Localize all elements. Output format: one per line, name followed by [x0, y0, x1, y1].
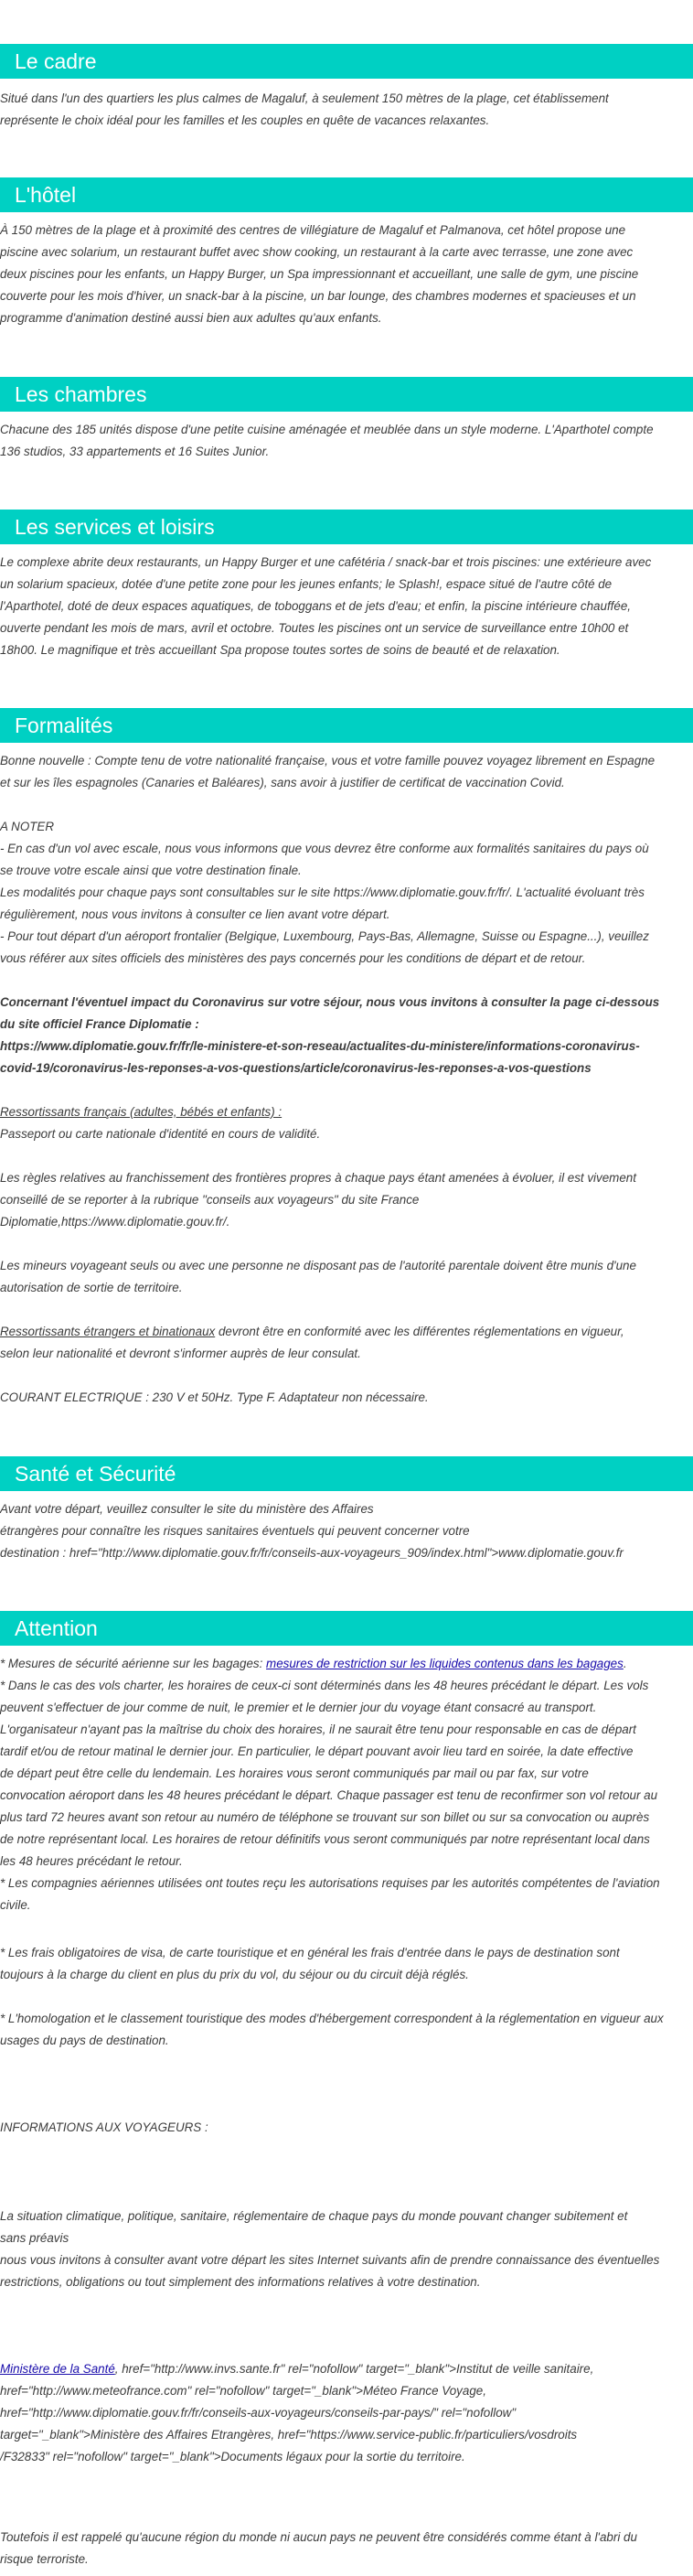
attention-homologation: * L'homologation et le classement touristique des modes d'hébergement correspondent à la réglementation en vigueur aux usages du pays de destination. — [0, 2012, 664, 2047]
cadre-text: Situé dans l'un des quartiers les plus calmes de Magaluf, à seulement 150 mètres de la plage, cet établissement représente le choix idéal pour les familles et les couples en quête de vacances relaxantes. — [0, 91, 609, 127]
formalites-courant: COURANT ELECTRIQUE : 230 V et 50Hz. Type F. Adaptateur non nécessaire. — [0, 1390, 429, 1404]
section-title-attention: Attention — [0, 1611, 693, 1646]
attention-text: * Mesures de sécurité aérienne sur les bagages: mesures de restriction sur les liquides contenus dans les bagages. * Dans le cas des vols charter, les horaires de ceux-ci sont déterminés dans les 48 heures précédant le départ. Les vols peuvent s'effectuer de jour comme de nuit, le premier et le dernier jour du voyage étant consacré au transport. L'organisateur n'ayant pas la maîtrise du choix des horaires, il ne saurait être tenu pour responsable en cas de départ tardif et/ou de retour matinal le dernier jour. En particulier, le départ pouvant avoir lieu tard en soirée, la date effective de départ peut être celle du lendemain. Les horaires vous seront communiqués par mail ou par fax, sur votre convocation aéroport dans les 48 heures précédant le départ. Chaque passager est tenu de reconfirmer son vol retour au plus tard 72 heures avant son retour au numéro de téléphone se trouvant sur son billet ou sur sa convocation ou auprès de notre représentant local. Les horaires de retour définitifs vous seront communiqués par notre représentant local dans les 48 heures précédant le retour. * Les compagnies aériennes utilisées ont toutes reçu les autorisations requises par les autorités compétentes de l'aviation civile. — [0, 1657, 660, 1912]
formalites-noter: A NOTER - En cas d'un vol avec escale, nous vous informons que vous devrez être conforme aux formalités sanitaires du pays où se trouve votre escale ainsi que votre destination finale. Les modalités pour chaque pays sont consultables sur le site https://www.diplomatie.gouv.fr/fr/. L'actualité évoluant très régulièrement, nous vous invitons à consulter ce lien avant votre départ. - Pour tout départ d'un aéroport frontalier (Belgique, Luxembourg, Pays-Bas, Allemagne, Suisse ou Espagne...), veuillez vous référer aux sites officiels des ministères des pays concernés pour les conditions de départ et de retour. — [0, 820, 649, 965]
formalites-intro: Bonne nouvelle : Compte tenu de votre nationalité française, vous et votre famille pouvez voyagez librement en Espagne et sur les îles espagnoles (Canaries et Baléares), sans avoir à justifier de certificat de vaccination Covid. — [0, 754, 656, 789]
section-title-cadre: Le cadre — [0, 44, 693, 79]
attention-situation: La situation climatique, politique, sanitaire, réglementaire de chaque pays du monde pouvant changer subitement et sans préavis nous vous invitons à consulter avant votre départ les sites Internet suivants afin de prendre connaissance des éventuelles restrictions, obligations ou tout simplement des informations relatives à votre destination. — [0, 2209, 660, 2289]
chambres-text: Chacune des 185 unités dispose d'une petite cuisine aménagée et meublée dans un style moderne. L'Aparthotel compte 136 studios, 33 appartements et 16 Suites Junior. — [0, 423, 654, 458]
attention-frais: * Les frais obligatoires de visa, de carte touristique et en général les frais d'entrée dans le pays de destination sont toujours à la charge du client en plus du prix du vol, du séjour ou du circuit déjà réglés. — [0, 1946, 620, 1981]
services-text: Le complexe abrite deux restaurants, un Happy Burger et une cafétéria / snack-bar et trois piscines: une extérieure avec un solarium spacieux, dotée d'une petite zone pour les jeunes enfants; le Splash!, espace situé de l'autre côté de l'Aparthotel, doté de deux espaces aquatiques, de toboggans et de jets d'eau; et enfin, la piscine intérieure chauffée, ouverte pendant les mois de mars, avril et octobre. Toutes les piscines ont un service de surveillance entre 10h00 et 18h00. Le magnifique et très accueillant Spa propose toutes sortes de soins de beauté et de relaxation. — [0, 555, 652, 657]
attention-terrorisme: Toutefois il est rappelé qu'aucune région du monde ni aucun pays ne peuvent être considérés comme étant à l'abri du risque terroriste. — [0, 2530, 637, 2566]
section-title-sante: Santé et Sécurité — [0, 1456, 693, 1491]
infos-voyageurs-heading: INFORMATIONS AUX VOYAGEURS : — [0, 2120, 208, 2134]
ministere-sante-link[interactable]: Ministère de la Santé — [0, 2362, 115, 2376]
formalites-mineurs: Les mineurs voyageant seuls ou avec une personne ne disposant pas de l'autorité parentale doivent être munis d'une autorisation de sortie de territoire. — [0, 1259, 636, 1294]
formalites-ressortissants: Ressortissants français (adultes, bébés et enfants) : Passeport ou carte nationale d'identité en cours de validité. — [0, 1101, 693, 1145]
ressortissants-heading: Ressortissants français (adultes, bébés et enfants) : — [0, 1105, 283, 1119]
formalites-etrangers: Ressortissants étrangers et binationaux devront être en conformité avec les différentes réglementations en vigueur, selon leur nationalité et devront s'informer auprès de leur consulat. — [0, 1325, 624, 1360]
hotel-text: À 150 mètres de la plage et à proximité des centres de villégiature de Magaluf et Palmanova, cet hôtel propose une piscine avec solarium, un restaurant buffet avec show cooking, un restaurant à la carte avec terrasse, une zone avec deux piscines pour les enfants, un Happy Burger, un Spa impressionnant et accueillant, une salle de gym, une piscine couverte pour les mois d'hiver, un snack-bar à la piscine, un bar lounge, des chambres modernes et spacieuses et un programme d'animation destiné aussi bien aux adultes qu'aux enfants. — [0, 223, 639, 325]
section-title-services: Les services et loisirs — [0, 510, 693, 544]
section-title-chambres: Les chambres — [0, 377, 693, 412]
sante-text: Avant votre départ, veuillez consulter le site du ministère des Affaires étrangères pour connaître les risques sanitaires éventuels qui peuvent concerner votre destination : href="http://www.diplomatie.gouv.fr/fr/conseils-aux-voyageurs_909/index.html">www.diplomatie.gouv.fr — [0, 1502, 624, 1560]
formalites-regles: Les règles relatives au franchissement des frontières propres à chaque pays étant amenées à évoluer, il est vivement conseillé de se reporter à la rubrique "conseils aux voyageurs" du site France Diplomatie,https://www.diplomatie.gouv.fr/. — [0, 1171, 636, 1229]
formalites-coronavirus: Concernant l'éventuel impact du Coronavirus sur votre séjour, nous vous invitons à consulter la page ci-dessous du site officiel France Diplomatie : https://www.diplomatie.gouv.fr/fr/le-ministere-et-son-reseau/actualites-du-ministere/informations-coronavirus- covid-19/coronavirus-les-reponses-a-vos-questions/article/coronavirus-les-reponses-a-vos-questions — [0, 995, 660, 1075]
attention-links: Ministère de la Santé, href="http://www.invs.sante.fr" rel="nofollow" target="_blank">Institut de veille sanitaire, href="http://www.meteofrance.com" rel="nofollow" target="_blank">Méteo France Voyage, href="http://www.diplomatie.gouv.fr/fr/conseils-aux-voyageurs/conseils-par-pays/" rel="nofollow" target="_blank">Ministère des Affaires Etrangères, href="https://www.service-public.fr/particuliers/vosdroits /F32833" rel="nofollow" target="_blank">Documents légaux pour la sortie du territoire. — [0, 2362, 594, 2463]
bagages-restriction-link[interactable]: mesures de restriction sur les liquides contenus dans les bagages — [266, 1657, 624, 1670]
section-title-formalites: Formalités — [0, 708, 693, 743]
etrangers-heading: Ressortissants étrangers et binationaux — [0, 1325, 216, 1338]
section-title-hotel: L'hôtel — [0, 177, 693, 212]
